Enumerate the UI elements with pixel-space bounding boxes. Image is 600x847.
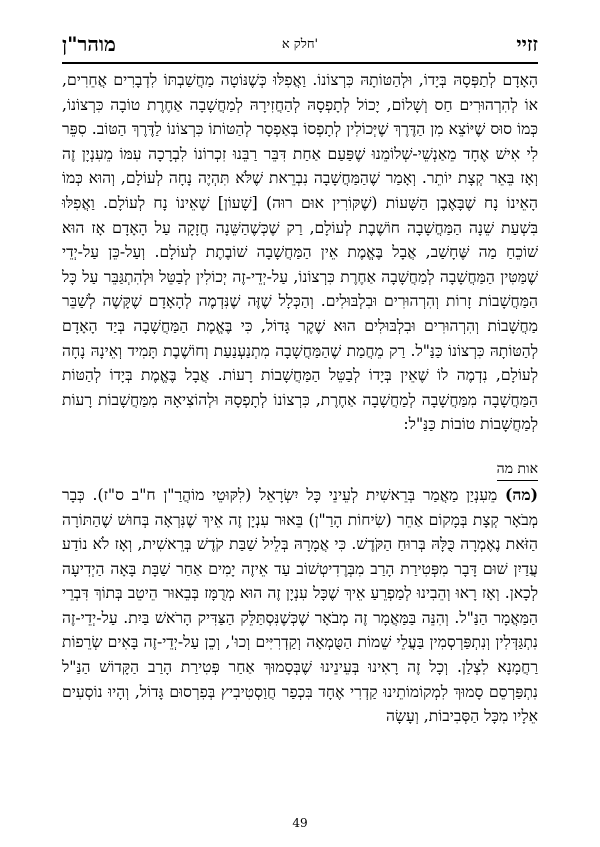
document-page — [62, 28, 538, 828]
running-header — [62, 28, 538, 64]
section-heading: אות מה — [497, 459, 538, 481]
header-title-right: זזיי — [516, 32, 538, 56]
page-number: 49 — [292, 816, 308, 830]
header-volume: חלק א' — [281, 37, 319, 52]
body-paragraph-1: הָאָדָם לְתַפְּסָהּ בְּיָדוֹ, וּלְהַטּוֹתָהּ כִּרְצוֹנוֹ. וַאֲפִלּוּ כְּשֶׁנּוֹטָה מַחֲשַׁבְתּוֹ לִדְבָרִים אֲחֵרִים, אוֹ לְהִרְהוּרִים חַס וְשָׁלוֹם, יָכוֹל לְתָפְסָהּ לְהַחֲזִירָהּ לְמַחֲשָׁבָה אַחֶרֶת טוֹבָה כִּרְצוֹנוֹ, כְּמוֹ סוּס שֶׁיּוֹצֵא מִן הַדֶּרֶךְ שֶׁיְּכוֹלִין לְתָפְסוֹ בְּאַפְסָר לְהַטּוֹתוֹ כִּרְצוֹנוֹ לַדֶּרֶךְ הַטּוֹב. סִפֵּר לִי אִישׁ אֶחָד מֵאַנְשֵׁי-שְׁלוֹמֵנוּ שֶׁפַּעַם אַחַת דִּבֵּר רַבֵּנוּ זִכְרוֹנוֹ לִבְרָכָה עִמּוֹ מֵעִנְיָן זֶה וְאָז בֵּאֵר קְצָת יוֹתֵר. וְאָמַר שֶׁהַמַּחֲשָׁבָה נִבְרֵאת שֶׁלֹּא תִּהְיֶה נָחָה לְעוֹלָם, וְהוּא כְּמוֹ הָאֵינוֹ נָח שֶׁבָּאֶבֶן הַשָּׁעוֹת (שֶׁקּוֹרִין אוּם רוּה) [שָׁעוֹן] שֶׁאֵינוֹ נָח לְעוֹלָם. וַאֲפִלּוּ בִּשְׁעַת שֵׁנָה הַמַּחֲשָׁבָה חוֹשֶׁבֶת לְעוֹלָם, רַק שֶׁכְּשֶׁהַשֵּׁנָה חֲזָקָה עַל הָאָדָם אָז הוּא שׁוֹכֵחַ מַה שֶּׁחָשַׁב, אֲבָל בֶּאֱמֶת אֵין הַמַּחֲשָׁבָה שׁוֹבֶתֶת לְעוֹלָם. וְעַל-כֵּן עַל-יְדֵי שֶׁמַּטִּין הַמַּחֲשָׁבָה לְמַחֲשָׁבָה אַחֶרֶת כִּרְצוֹנוֹ, עַל-יְדֵי-זֶה יְכוֹלִין לְבַטֵּל וּלְהִתְגַּבֵּר עַל כָּל הַמַּחֲשָׁבוֹת זָרוֹת וְהִרְהוּרִים וּבִלְבּוּלִים. וְהַכְּלָל שֶׁזֶּה שֶׁנִּדְמֶה לְהָאָדָם שֶׁקָּשֶׁה לְשַׁבֵּר מַחֲשָׁבוֹת וְהִרְהוּרִים וּבִלְבּוּלִים הוּא שֶׁקֶר גָּדוֹל, כִּי בֶּאֱמֶת הַמַּחֲשָׁבָה בְּיַד הָאָדָם לְהַטּוֹתָהּ כִּרְצוֹנוֹ כַּנַּ"ל. רַק מֵחֲמַת שֶׁהַמַּחֲשָׁבָה מִתְנַעְנַעַת וְחוֹשֶׁבֶת תָּמִיד וְאֵינָהּ נָחָה לְעוֹלָם, נִדְמֶה לוֹ שֶׁאֵין בְּיָדוֹ לְבַטֵּל הַמַּחֲשָׁבוֹת רָעוֹת. אֲבָל בֶּאֱמֶת בְּיָדוֹ לְהַטּוֹת הַמַּחֲשָׁבָה מִמַּחֲשָׁבָה לְמַחֲשָׁבָה אַחֶרֶת, כִּרְצוֹנוֹ לְתָפְסָהּ וּלְהוֹצִיאָהּ מִמַּחֲשָׁבוֹת רָעוֹת לְמַחֲשָׁבוֹת טוֹבוֹת כַּנַּ"ל: — [62, 71, 538, 434]
body-paragraph-2-text: מֵעִנְיַן מַאֲמַר בְּרֵאשִׁית לְעֵינֵי כָּל יִשְׂרָאֵל (לִקּוּטֵי מוֹהֲרַ"ן ח"ב ס"ז). כְּבָר מְבֹאָר קְצָת בְּמָקוֹם אַחֵר (שִׂיחוֹת הָרַ"ן) בֵּאוּר עִנְיָן זֶה אֵיךְ שֶׁנִּרְאָה בְּחוּשׁ שֶׁהַתּוֹרָה הַזֹּאת נֶאֶמְרָה כֻּלָּהּ בְּרוּחַ הַקֹּדֶשׁ. כִּי אֲמָרָהּ בְּלֵיל שַׁבַּת קֹדֶשׁ בְּרֵאשִׁית, וְאָז לֹא נוֹדַע עֲדַיִן שׁוּם דָּבָר מִפְּטִירַת הָרַב מִבְּרֶדִיטְשׁוֹב עַד אֵיזֶה יָמִים אַחַר שַׁבָּת בָּאָה הַיְדִיעָה לְכָאן. וְאָז רָאוּ וְהֵבִינוּ לְמַפְרֵעַ אֵיךְ שֶׁכָּל עִנְיָן זֶה הוּא מְרֻמָּז בְּבֵאוּר הֵיטֵב בְּתוֹךְ דִּבְרֵי הַמַּאֲמָר הַנַּ"ל. וְהִנֵּה בַּמַּאֲמָר זֶה מְבֹאָר שֶׁכְּשֶׁנִּסְתַּלֵּק הַצַּדִּיק הָרֹאשׁ בַּיִת. עַל-יְדֵי-זֶה נִתְגַּדְּלִין וְנִתְפַּרְסְמִין בַּעֲלֵי שֵׁמוֹת הַטֻּמְאָה וְקַדְרִיִּים וְכוּ', וְכֵן עַל-יְדֵי-זֶה בָּאִים שְׂרֵפוֹת רַחֲמָנָא לִצְלַן. וְכָל זֶה רָאִינוּ בְּעֵינֵינוּ שֶׁבְּסָמוּךְ אַחַר פְּטִירַת הָרַב הַקָּדוֹשׁ הַנַּ"ל נִתְפַּרְסֵם סָמוּךְ לִמְקוֹמוֹתֵינוּ קַדְרִי אֶחָד בִּכְפַר חֲוַסְטִיבִיץ בְּפִרְסוּם גָּדוֹל, וְהָיוּ נוֹסְעִים אֵלָיו מִכָּל הַסְּבִיבוֹת, וְעָשָׂה — [62, 485, 538, 726]
section-marker: (מה) — [505, 484, 538, 504]
header-title-left: מוהר"ן — [62, 32, 116, 56]
body-paragraph-2 — [62, 483, 538, 729]
